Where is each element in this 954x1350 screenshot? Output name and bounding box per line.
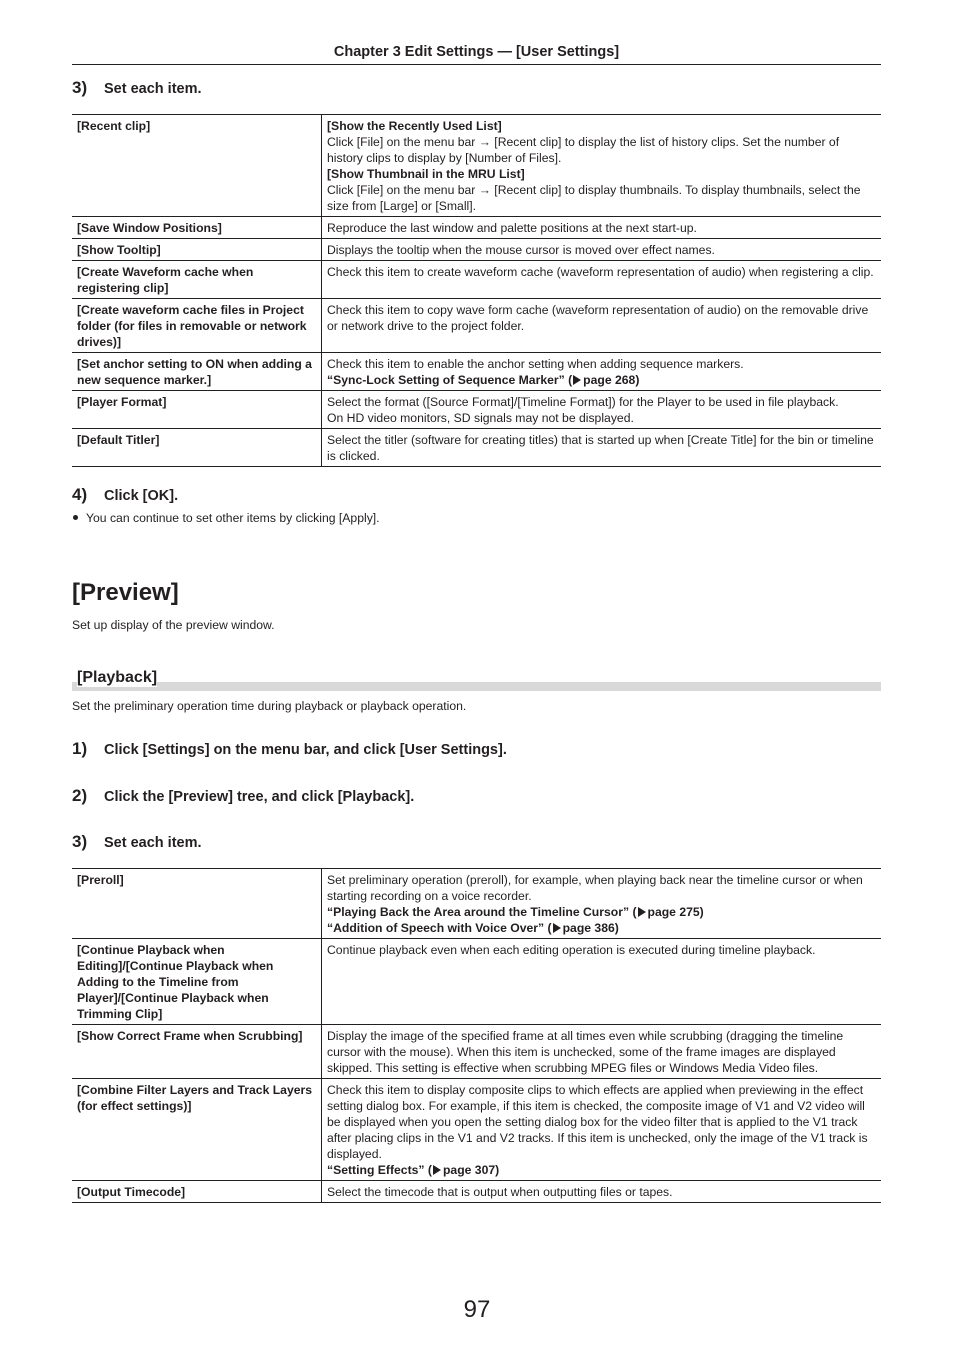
setting-name: [Create Waveform cache when registering clip] <box>72 261 322 299</box>
description-line <box>327 242 877 258</box>
section-title: [Preview] <box>72 579 179 606</box>
setting-description <box>322 353 882 391</box>
step-text: Set each item. <box>104 835 202 851</box>
setting-description <box>322 1025 882 1079</box>
setting-name: [Set anchor setting to ON when adding a new sequence marker.] <box>72 353 322 391</box>
line-text: On HD video monitors, SD signals may not be displayed. <box>327 411 634 425</box>
step-number: 3) <box>72 832 88 851</box>
description-line <box>327 432 877 464</box>
description-line <box>327 356 877 372</box>
description-line <box>327 410 877 426</box>
step-number: 1) <box>72 739 88 758</box>
line-text: “Setting Effects” ( <box>327 1163 432 1177</box>
setting-description <box>322 261 882 299</box>
line-text: Displays the tooltip when the mouse cursor is moved over effect names. <box>327 243 715 257</box>
description-line <box>327 302 877 334</box>
step-text: Click [Settings] on the menu bar, and click [User Settings]. <box>104 742 507 758</box>
cross-reference-line <box>327 904 877 920</box>
setting-name: [Recent clip] <box>72 115 322 217</box>
table-row <box>72 869 881 939</box>
subsection-bar <box>72 682 881 691</box>
step-text: Click the [Preview] tree, and click [Playback]. <box>104 789 415 805</box>
bullet-icon <box>73 515 78 520</box>
section-intro: Set up display of the preview window. <box>72 618 275 632</box>
subsection-title: [Playback] <box>77 669 158 686</box>
setting-name: [Combine Filter Layers and Track Layers (for effect settings)] <box>72 1079 322 1181</box>
cross-reference-line <box>327 372 877 388</box>
table-row <box>72 217 881 239</box>
setting-description <box>322 299 882 353</box>
line-text: Click [File] on the menu bar → [Recent clip] to display thumbnails. To display thumbnails, select the size from [Large] or [Small]. <box>327 183 861 213</box>
cross-reference-line <box>327 118 877 134</box>
user-settings-table <box>72 114 881 467</box>
step-number: 3) <box>72 78 88 97</box>
line-text: Check this item to create waveform cache (waveform representation of audio) when registering a clip. <box>327 265 874 279</box>
description-line <box>327 264 877 280</box>
running-header: Chapter 3 Edit Settings — [User Settings] <box>333 44 620 60</box>
setting-description <box>322 391 882 429</box>
table-row <box>72 1025 881 1079</box>
cross-reference-line <box>327 166 877 182</box>
table-row <box>72 115 881 217</box>
cross-reference-line <box>327 920 877 936</box>
line-text: “Sync-Lock Setting of Sequence Marker” ( <box>327 373 573 387</box>
setting-name: [Default Titler] <box>72 429 322 467</box>
table-row <box>72 939 881 1025</box>
cross-reference-line <box>327 1162 877 1178</box>
setting-description <box>322 239 882 261</box>
page-reference-arrow-icon <box>553 923 561 933</box>
line-text: Select the timecode that is output when outputting files or tapes. <box>327 1185 673 1199</box>
header-rule <box>72 64 881 65</box>
page-reference: page 386) <box>562 921 619 935</box>
line-text: Click [File] on the menu bar → [Recent clip] to display the list of history clips. Set the number of history clips to display by [Number of Files]. <box>327 135 840 165</box>
page-reference: page 307) <box>442 1163 500 1177</box>
table-row <box>72 429 881 467</box>
setting-name: [Output Timecode] <box>72 1181 322 1203</box>
setting-description <box>322 869 882 939</box>
page-reference-arrow-icon <box>638 907 646 917</box>
step-number: 4) <box>72 485 88 504</box>
step-text: Set each item. <box>104 81 202 97</box>
table-row <box>72 299 881 353</box>
line-text: [Show the Recently Used List] <box>327 119 502 133</box>
page-reference: page 275) <box>647 905 704 919</box>
description-line <box>327 220 877 236</box>
setting-description <box>322 1079 882 1181</box>
setting-name: [Show Correct Frame when Scrubbing] <box>72 1025 322 1079</box>
setting-name: [Player Format] <box>72 391 322 429</box>
bullet-note <box>72 511 380 525</box>
table-row <box>72 1079 881 1181</box>
setting-name: [Show Tooltip] <box>72 239 322 261</box>
setting-description <box>322 429 882 467</box>
line-text: Continue playback even when each editing operation is executed during timeline playback. <box>327 943 816 957</box>
step-number: 2) <box>72 786 88 805</box>
description-line <box>327 182 877 214</box>
page-number: 97 <box>463 1296 491 1323</box>
setting-name: [Save Window Positions] <box>72 217 322 239</box>
line-text: Display the image of the specified frame at all times even while scrubbing (dragging the timeline cursor with the mouse). When this item is unchecked, some of the frame images are displayed skipped. This setting is effective when scrubbing MPEG files or Windows Media Video files. <box>327 1029 844 1075</box>
setting-name: [Continue Playback when Editing]/[Continue Playback when Adding to the Timeline from Player]/[Continue Playback when Trimming Clip] <box>72 939 322 1025</box>
line-text: “Addition of Speech with Voice Over” ( <box>327 921 552 935</box>
page-reference: page 268) <box>583 373 640 387</box>
setting-description <box>322 115 882 217</box>
line-text: Select the format ([Source Format]/[Timeline Format]) for the Player to be used in file playback. <box>327 395 839 409</box>
subsection-intro: Set the preliminary operation time during playback or playback operation. <box>72 699 467 713</box>
line-text: Select the titler (software for creating titles) that is started up when [Create Title] for the bin or timeline is clicked. <box>327 433 874 463</box>
line-text: [Show Thumbnail in the MRU List] <box>327 167 525 181</box>
description-line <box>327 134 877 166</box>
line-text: Check this item to display composite clips to which effects are applied when previewing in the effect setting dialog box. For example, if this item is checked, the composite image of V1 and V2 video will be displayed when you open the setting dialog box for the video filter that is applied to the V1 track after placing clips in the V1 and V2 tracks. If this item is unchecked, only the image of the V1 track is displayed. <box>327 1083 868 1161</box>
page-reference-arrow-icon <box>433 1165 441 1175</box>
description-line <box>327 872 877 904</box>
table-row <box>72 1181 881 1203</box>
table-row <box>72 391 881 429</box>
line-text: Check this item to copy wave form cache (waveform representation of audio) on the removable drive or network drive to the project folder. <box>327 303 869 333</box>
table-row <box>72 353 881 391</box>
line-text: Reproduce the last window and palette positions at the next start-up. <box>327 221 697 235</box>
description-line <box>327 394 877 410</box>
page-reference-arrow-icon <box>573 375 581 385</box>
step-text: Click [OK]. <box>104 488 179 504</box>
bullet-text: You can continue to set other items by clicking [Apply]. <box>86 511 380 525</box>
table-row <box>72 261 881 299</box>
setting-description <box>322 939 882 1025</box>
description-line <box>327 1082 877 1162</box>
description-line <box>327 1028 877 1076</box>
line-text: Set preliminary operation (preroll), for example, when playing back near the timeline cursor or when starting recording on a voice recorder. <box>327 873 863 903</box>
playback-settings-table <box>72 868 881 1203</box>
table-row <box>72 239 881 261</box>
description-line <box>327 1184 877 1200</box>
description-line <box>327 942 877 958</box>
setting-name: [Create waveform cache files in Project folder (for files in removable or network drives)] <box>72 299 322 353</box>
line-text: Check this item to enable the anchor setting when adding sequence markers. <box>327 357 744 371</box>
setting-description <box>322 217 882 239</box>
line-text: “Playing Back the Area around the Timeline Cursor” ( <box>327 905 637 919</box>
setting-description <box>322 1181 882 1203</box>
setting-name: [Preroll] <box>72 869 322 939</box>
